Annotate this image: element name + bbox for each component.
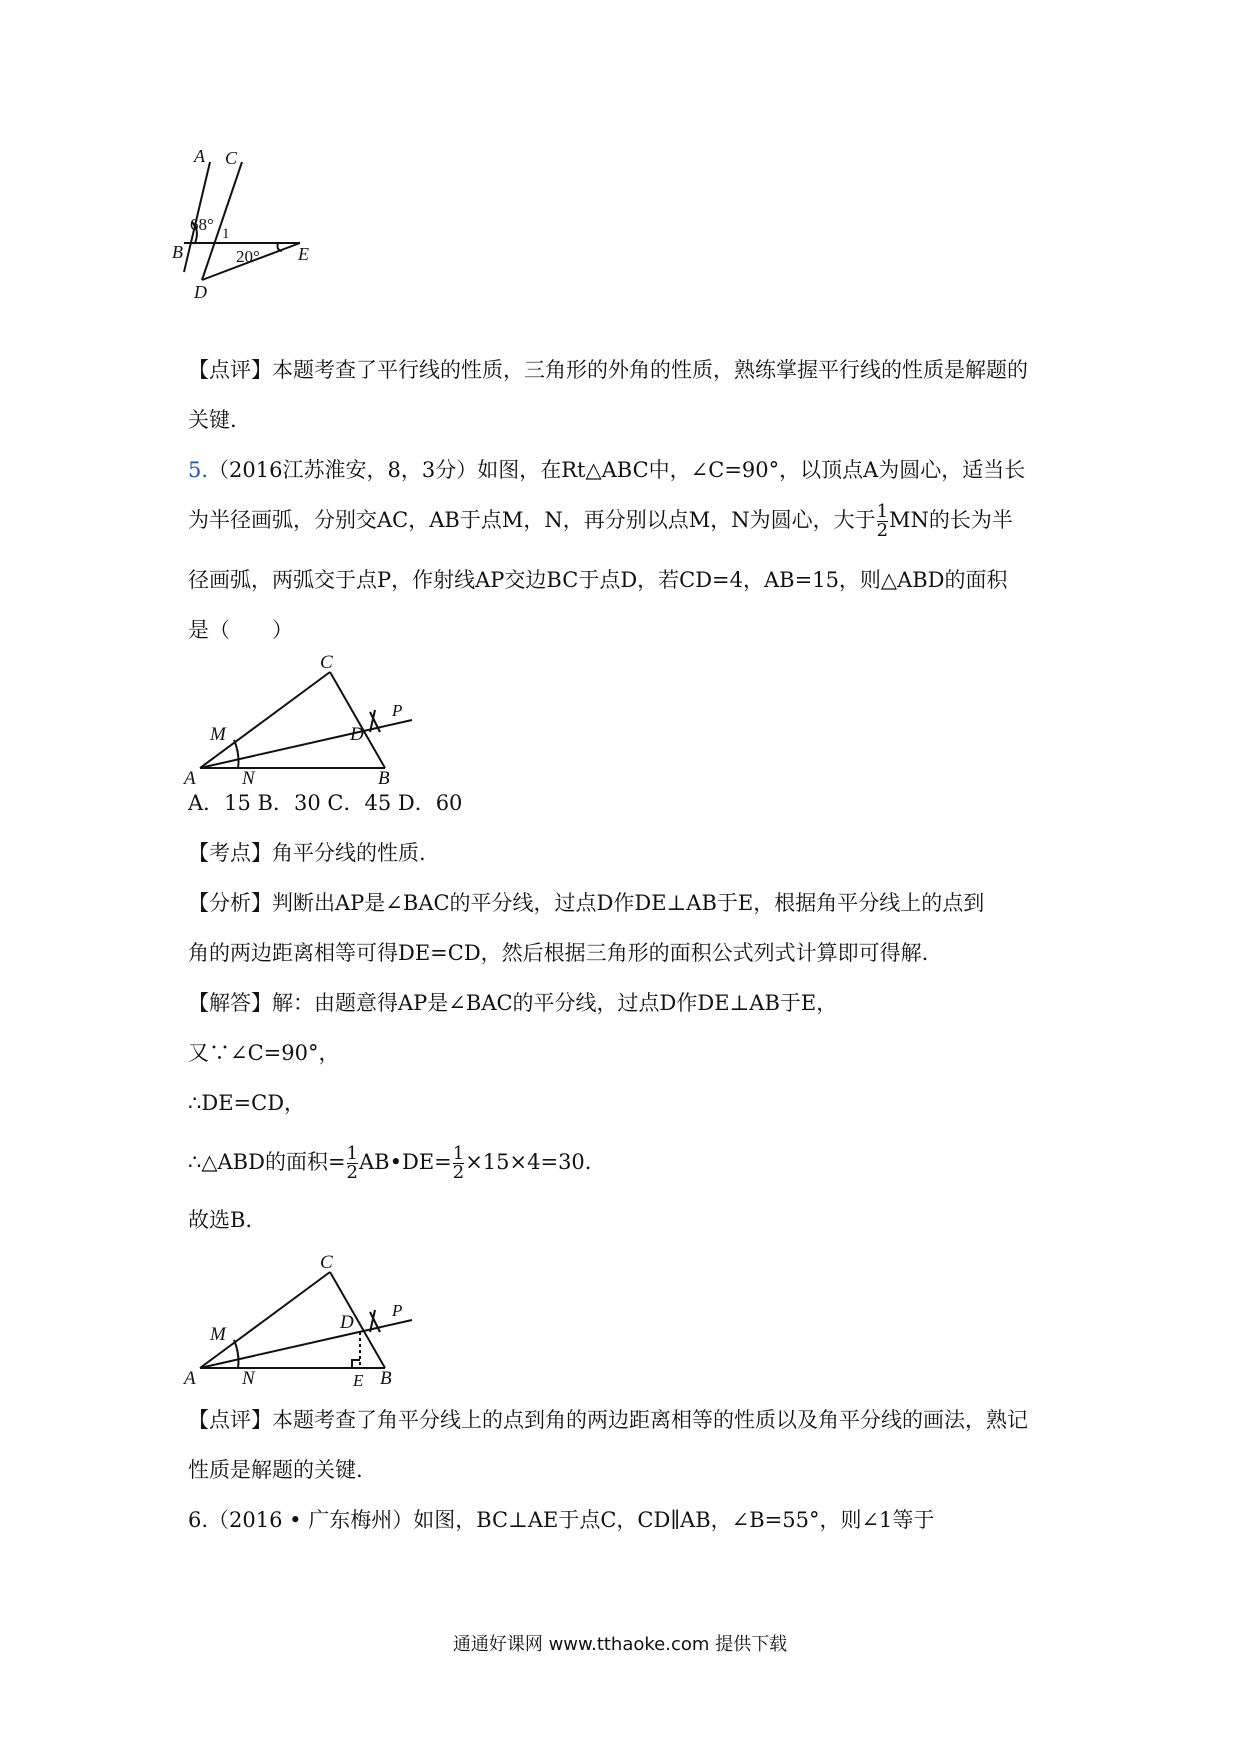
fig2-label-n: N xyxy=(242,768,255,789)
q5-answer4a: ∴△ABD的面积= xyxy=(188,1150,346,1174)
fig2-label-c: C xyxy=(320,652,333,673)
q5-review1: 【点评】本题考查了角平分线上的点到角的两边距离相等的性质以及角平分线的画法，熟记 xyxy=(188,1408,1028,1432)
q5-point: 【考点】角平分线的性质. xyxy=(188,841,426,865)
q5-answer2: 又∵∠C=90°， xyxy=(188,1041,340,1065)
fig2-label-p: P xyxy=(392,701,403,720)
q5-analysis2: 角的两边距离相等可得DE=CD，然后根据三角形的面积公式列式计算即可得解. xyxy=(188,941,929,965)
fig1-label-b: B xyxy=(172,242,183,262)
q5-answer4b: AB•DE= xyxy=(359,1150,452,1174)
q5-line1 xyxy=(188,455,1025,485)
q5-line2b: MN的长为半 xyxy=(889,508,1013,532)
fig3-label-d: D xyxy=(340,1312,354,1333)
q5-analysis1: 【分析】判断出AP是∠BAC的平分线，过点D作DE⊥AB于E，根据角平分线上的点到 xyxy=(188,891,985,915)
q5-answer4 xyxy=(188,1145,591,1182)
q5-number: 5. xyxy=(188,458,209,482)
q5-fraction: $\frac{1}{2}$ xyxy=(876,501,889,541)
q5-answer1: 【解答】解：由题意得AP是∠BAC的平分线，过点D作DE⊥AB于E， xyxy=(188,991,838,1015)
fig1-label-d: D xyxy=(194,282,207,302)
q5-options: A．15 B．30 C．45 D．60 xyxy=(188,791,463,815)
figure-triangle-bisector xyxy=(180,650,440,790)
fig2-label-a: A xyxy=(184,768,196,789)
q5-answer5: 故选B. xyxy=(188,1208,253,1232)
q5-answer4c: ×15×4=30. xyxy=(465,1150,592,1174)
fig3-label-p: P xyxy=(392,1301,403,1320)
q5-line3: 径画弧，两弧交于点P，作射线AP交边BC于点D，若CD=4，AB=15，则△ABD的面积 xyxy=(188,568,1008,592)
fig1-label-c: C xyxy=(225,148,238,168)
q5-answer3: ∴DE=CD， xyxy=(188,1091,306,1115)
fig3-label-n: N xyxy=(242,1368,255,1389)
fig2-label-b: B xyxy=(378,768,390,789)
q5-line2a: 为半径画弧，分别交AC，AB于点M，N，再分别以点M，N为圆心，大于 xyxy=(188,508,876,532)
fig3-label-e: E xyxy=(353,1371,364,1390)
fig1-label-a: A xyxy=(194,146,205,166)
q5-line2 xyxy=(188,503,1013,540)
fig3-label-c: C xyxy=(320,1252,333,1273)
q5-answer-fraction-2: $\frac{1}{2}$ xyxy=(452,1143,465,1183)
q5-review2: 性质是解题的关键. xyxy=(188,1458,363,1482)
fig1-angle-1: 1 xyxy=(222,226,230,242)
fig3-label-b: B xyxy=(380,1368,392,1389)
fig3-label-m: M xyxy=(210,1324,226,1345)
fig3-label-a: A xyxy=(184,1368,196,1389)
fig1-label-e: E xyxy=(298,244,309,264)
review1-line2: 关键. xyxy=(188,408,237,432)
figure-triangle-perpendicular xyxy=(180,1250,440,1390)
figure-parallel-lines xyxy=(172,146,360,340)
fig1-angle-68: 68° xyxy=(190,215,214,234)
q5-line4: 是（ ） xyxy=(188,618,293,642)
q6-line1: 6.（2016 • 广东梅州）如图，BC⊥AE于点C，CD∥AB，∠B=55°，则∠1等于 xyxy=(188,1508,935,1532)
q5-answer-fraction-1: $\frac{1}{2}$ xyxy=(346,1143,358,1183)
footer: 通通好课网 www.tthaoke.com 提供下载 xyxy=(452,1634,788,1655)
fig1-angle-20: 20° xyxy=(236,247,260,266)
q5-line1-text: （2016江苏淮安，8，3分）如图，在Rt△ABC中，∠C=90°，以顶点A为圆心，适当长 xyxy=(208,458,1026,482)
fig2-label-d: D xyxy=(350,724,364,745)
fig2-label-m: M xyxy=(210,724,226,745)
review1-line1: 【点评】本题考查了平行线的性质，三角形的外角的性质，熟练掌握平行线的性质是解题的 xyxy=(188,358,1028,382)
